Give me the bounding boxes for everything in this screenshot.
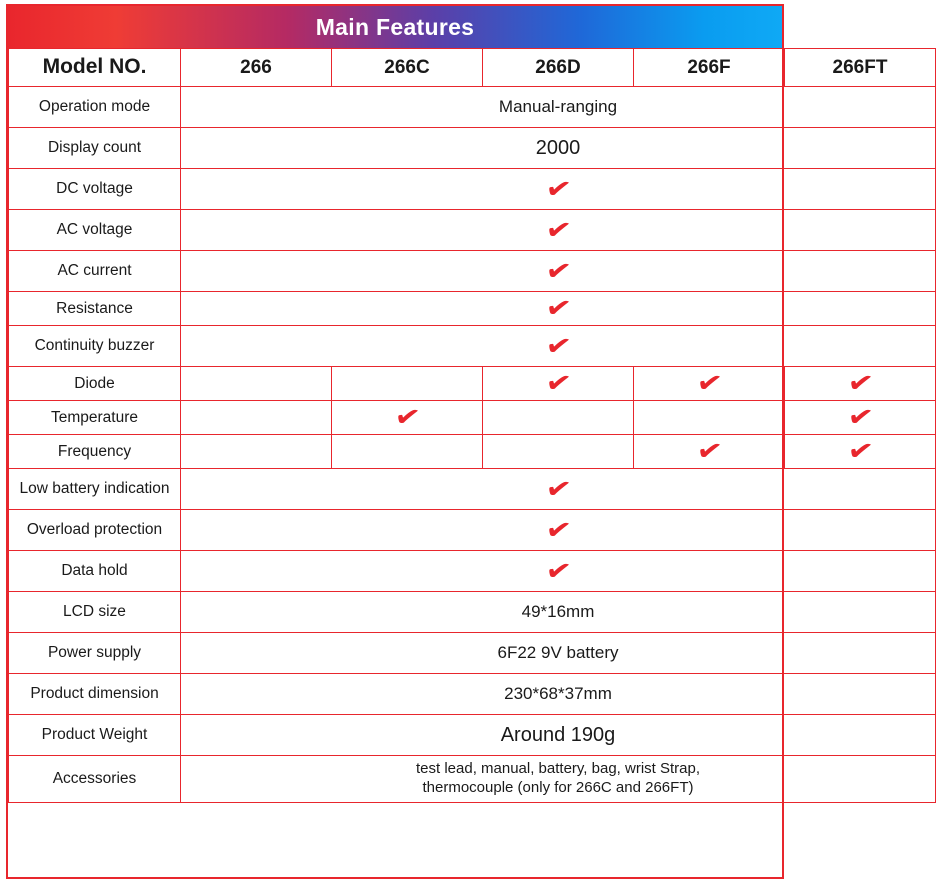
table-row xyxy=(9,292,936,326)
page-title: Main Features xyxy=(8,6,782,48)
cell-temperature-266C xyxy=(332,401,483,435)
cell-ac-voltage-all-models xyxy=(181,210,936,251)
check-icon: ✔ xyxy=(543,554,573,588)
row-label-temperature: Temperature xyxy=(9,401,181,435)
table-row xyxy=(9,87,936,128)
table-row xyxy=(9,251,936,292)
cell-frequency-266F xyxy=(634,435,785,469)
cell-operation-mode-all-models: Manual-ranging xyxy=(181,87,936,128)
check-icon: ✔ xyxy=(392,400,422,435)
table-row xyxy=(9,592,936,633)
cell-product-weight-all-models: Around 190g xyxy=(181,715,936,756)
table-row xyxy=(9,326,936,367)
cell-display-count-all-models: 2000 xyxy=(181,128,936,169)
table-row xyxy=(9,510,936,551)
cell-low-battery-indication-all-models xyxy=(181,469,936,510)
row-label-frequency: Frequency xyxy=(9,435,181,469)
table-row xyxy=(9,169,936,210)
check-icon: ✔ xyxy=(694,434,724,469)
table-row xyxy=(9,674,936,715)
cell-frequency-266C xyxy=(332,435,483,469)
features-table xyxy=(8,48,936,803)
cell-lcd-size-all-models: 49*16mm xyxy=(181,592,936,633)
column-header-266c: 266C xyxy=(332,49,483,87)
table-body xyxy=(9,87,936,803)
cell-diode-266F xyxy=(634,367,785,401)
cell-diode-266FT xyxy=(785,367,936,401)
cell-frequency-266FT xyxy=(785,435,936,469)
header-row xyxy=(9,49,936,87)
table-row xyxy=(9,210,936,251)
cell-temperature-266F xyxy=(634,401,785,435)
row-label-diode: Diode xyxy=(9,367,181,401)
check-icon: ✔ xyxy=(543,329,573,363)
cell-temperature-266D xyxy=(483,401,634,435)
table-row xyxy=(9,756,936,803)
cell-temperature-266FT xyxy=(785,401,936,435)
check-icon: ✔ xyxy=(543,366,573,401)
table-row xyxy=(9,435,936,469)
row-label-data-hold: Data hold xyxy=(9,551,181,592)
cell-diode-266 xyxy=(181,367,332,401)
column-header-266d: 266D xyxy=(483,49,634,87)
row-label-power-supply: Power supply xyxy=(9,633,181,674)
column-header-266ft: 266FT xyxy=(785,49,936,87)
table-row xyxy=(9,128,936,169)
row-label-dc-voltage: DC voltage xyxy=(9,169,181,210)
row-label-display-count: Display count xyxy=(9,128,181,169)
cell-power-supply-all-models: 6F22 9V battery xyxy=(181,633,936,674)
check-icon: ✔ xyxy=(845,366,875,401)
row-label-operation-mode: Operation mode xyxy=(9,87,181,128)
cell-overload-protection-all-models xyxy=(181,510,936,551)
row-label-resistance: Resistance xyxy=(9,292,181,326)
check-icon: ✔ xyxy=(694,366,724,401)
row-label-ac-voltage: AC voltage xyxy=(9,210,181,251)
check-icon: ✔ xyxy=(845,400,875,435)
check-icon: ✔ xyxy=(845,434,875,469)
table-header xyxy=(9,49,936,87)
row-label-overload-protection: Overload protection xyxy=(9,510,181,551)
check-icon: ✔ xyxy=(543,254,573,288)
check-icon: ✔ xyxy=(543,513,573,547)
table-row xyxy=(9,715,936,756)
table-row xyxy=(9,633,936,674)
cell-continuity-buzzer-all-models xyxy=(181,326,936,367)
cell-data-hold-all-models xyxy=(181,551,936,592)
row-label-product-dimension: Product dimension xyxy=(9,674,181,715)
cell-ac-current-all-models xyxy=(181,251,936,292)
cell-accessories-all-models: test lead, manual, battery, bag, wrist Strap, thermocouple (only for 266C and 266FT) xyxy=(181,756,936,803)
cell-diode-266D xyxy=(483,367,634,401)
cell-frequency-266 xyxy=(181,435,332,469)
check-icon: ✔ xyxy=(543,213,573,247)
check-icon: ✔ xyxy=(543,172,573,206)
row-label-accessories: Accessories xyxy=(9,756,181,803)
row-label-lcd-size: LCD size xyxy=(9,592,181,633)
check-icon: ✔ xyxy=(543,291,573,326)
column-header-model: Model NO. xyxy=(9,49,181,87)
column-header-266: 266 xyxy=(181,49,332,87)
row-label-ac-current: AC current xyxy=(9,251,181,292)
column-header-266f: 266F xyxy=(634,49,785,87)
table-row xyxy=(9,469,936,510)
cell-diode-266C xyxy=(332,367,483,401)
cell-resistance-all-models xyxy=(181,292,936,326)
table-row xyxy=(9,367,936,401)
table-row xyxy=(9,401,936,435)
check-icon: ✔ xyxy=(543,472,573,506)
row-label-product-weight: Product Weight xyxy=(9,715,181,756)
table-frame xyxy=(6,4,888,879)
row-label-continuity-buzzer: Continuity buzzer xyxy=(9,326,181,367)
cell-product-dimension-all-models: 230*68*37mm xyxy=(181,674,936,715)
cell-dc-voltage-all-models xyxy=(181,169,936,210)
cell-temperature-266 xyxy=(181,401,332,435)
cell-frequency-266D xyxy=(483,435,634,469)
row-label-low-battery-indication: Low battery indication xyxy=(9,469,181,510)
table-row xyxy=(9,551,936,592)
